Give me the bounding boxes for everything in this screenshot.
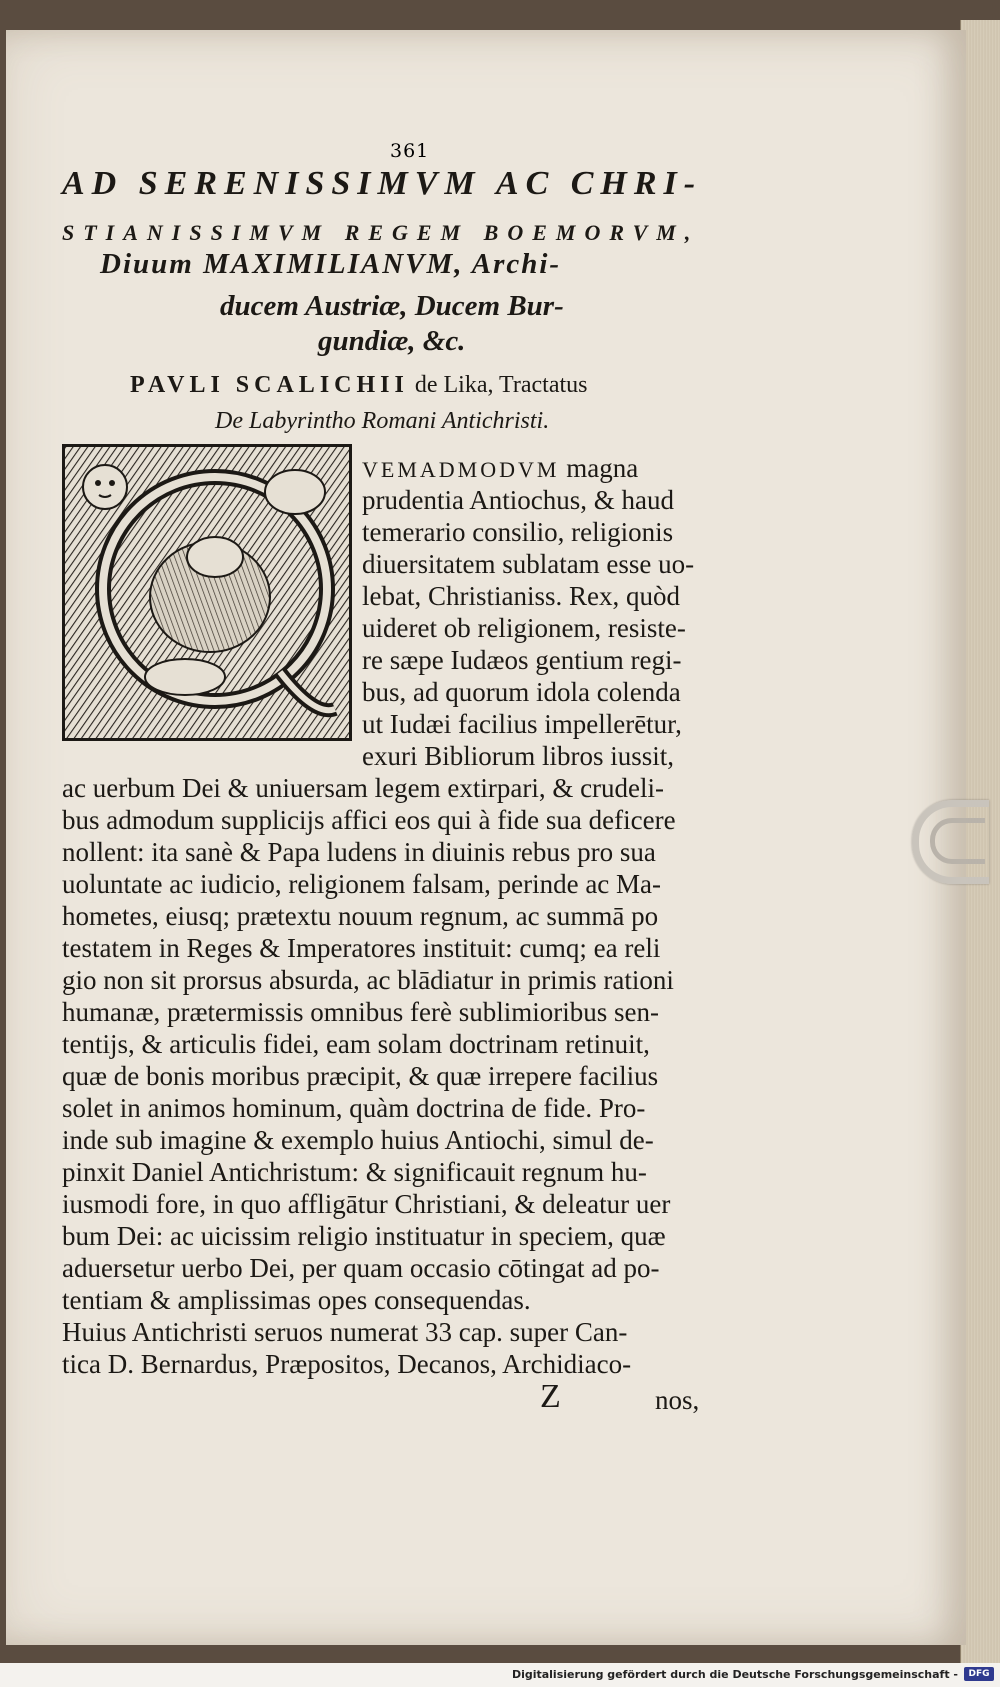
footer-bar [0, 1663, 1000, 1687]
dfg-logo: DFG [964, 1667, 994, 1681]
text-line: bus, ad quorum idola colenda [362, 677, 681, 707]
footer-credit: Digitalisierung gefördert durch die Deutsche Forschungsgemeinschaft - [511, 1668, 958, 1681]
text-line: bum Dei: ac uicissim religio instituatur in speciem, quæ [62, 1221, 666, 1251]
text-line: ut Iudæi facilius impellerētur, [362, 709, 682, 739]
text-line: humanæ, prætermissis omnibus ferè sublimioribus sen- [62, 997, 659, 1027]
text-line: testatem in Reges & Imperatores instituit: cumq; ea reli [62, 933, 661, 963]
author-name: PAVLI SCALICHII [130, 372, 409, 398]
text-line: temerario consilio, religionis [362, 517, 674, 547]
text-line: gio non sit prorsus absurda, ac blādiatur in primis rationi [62, 965, 674, 995]
title-line-2: STIANISSIMVM REGEM BOEMORVM, [62, 220, 700, 245]
text-line: tica D. Bernardus, Præpositos, Decanos, Archidiaco- [62, 1349, 632, 1379]
text-line: exuri Bibliorum libros iussit, [362, 741, 675, 771]
text-line: iusmodi fore, in quo affligātur Christiani, & deleatur uer [62, 1189, 671, 1219]
text-line: quæ de bonis moribus præcipit, & quæ irrepere facilius [62, 1061, 659, 1091]
catchword: nos, [655, 1385, 700, 1415]
text-line: lebat, Christianiss. Rex, quòd [362, 581, 680, 611]
folio-number: 361 [390, 140, 430, 162]
initial-letter [65, 447, 349, 738]
text-line: aduersetur uerbo Dei, per quam occasio cōtingat ad po- [62, 1253, 660, 1283]
text-line: uideret ob religionem, resiste- [362, 613, 686, 643]
text-line: hometes, eiusq; prætextu nouum regnum, ac summā po [62, 901, 659, 931]
text-line: solet in animos hominum, quàm doctrina de fide. Pro- [62, 1093, 646, 1123]
opening-word: VEMADMODVM [362, 457, 560, 482]
text-line: tentiam & amplissimas opes consequendas. [62, 1285, 531, 1315]
author-line [130, 372, 587, 399]
decorated-initial [62, 444, 352, 741]
text-line: diuersitatem sublatam esse uo- [362, 549, 695, 579]
text-line: nollent: ita sanè & Papa ludens in diuinis rebus pro sua [62, 837, 656, 867]
title-line-4: ducem Austriæ, Ducem Bur- [220, 290, 564, 322]
title-line-1: AD SERENISSIMVM AC CHRI- [62, 165, 703, 202]
text-line: ac uerbum Dei & uniuersam legem extirpari, & crudeli- [62, 773, 665, 803]
author-rest: de Lika, Tractatus [414, 372, 588, 398]
treatise-subtitle: De Labyrintho Romani Antichristi. [215, 408, 550, 434]
text-line: uoluntate ac iudicio, religionem falsam, perinde ac Ma- [62, 869, 662, 899]
text-fragment: magna [559, 453, 639, 483]
paper-clip-inner [930, 818, 985, 864]
title-line-5: gundiæ, &c. [318, 325, 466, 357]
text-line: pinxit Daniel Antichristum: & significauit regnum hu- [62, 1157, 647, 1187]
text-line [362, 452, 712, 486]
text-line: Huius Antichristi seruos numerat 33 cap. super Can- [62, 1317, 628, 1347]
text-line: bus admodum supplicijs affici eos qui à fide sua deficere [62, 805, 676, 835]
text-line: tentijs, & articulis fidei, eam solam doctrinam retinuit, [62, 1029, 650, 1059]
text-line: prudentia Antiochus, & haud [362, 485, 674, 515]
text-line: re sæpe Iudæos gentium regi- [362, 645, 682, 675]
text-line: inde sub imagine & exemplo huius Antiochi, simul de- [62, 1125, 654, 1155]
signature-mark: Z [540, 1378, 561, 1415]
title-line-3: Diuum MAXIMILIANVM, Archi- [100, 248, 562, 280]
